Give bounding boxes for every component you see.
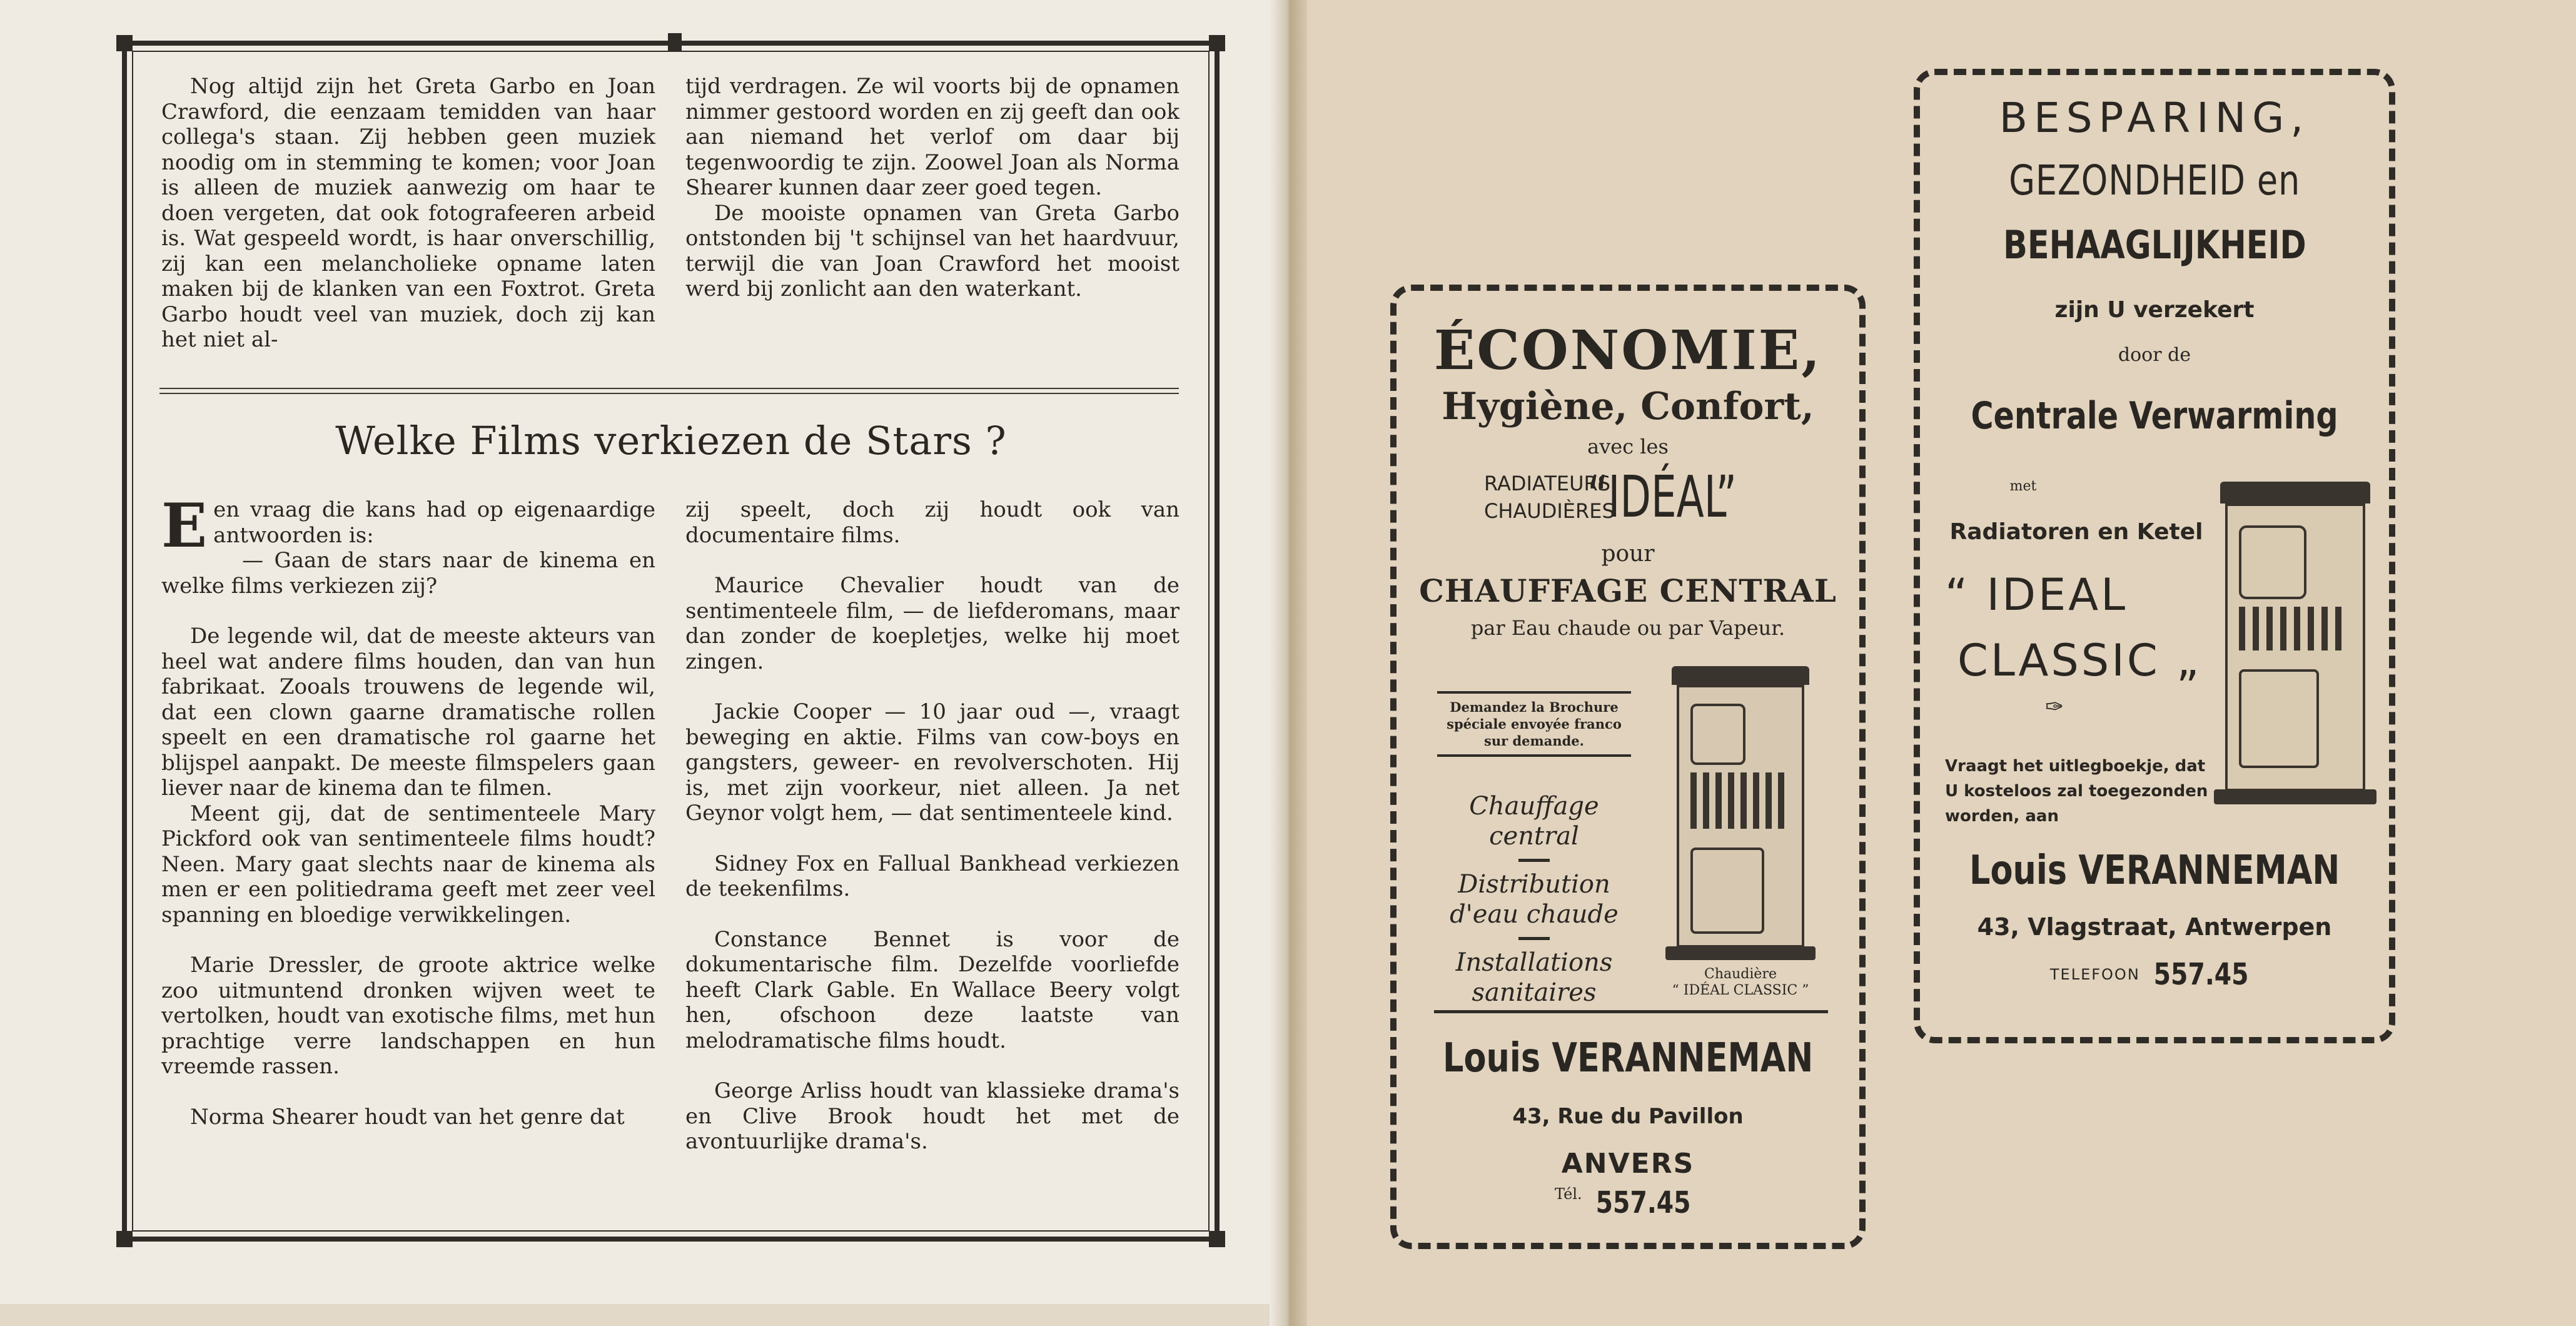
article-bottom-right-column xyxy=(685,497,1179,1155)
service-text: Centrale Verwarming xyxy=(1971,394,2338,438)
paragraph: zij speelt, doch zij houdt ook van documentaire films. xyxy=(685,497,1179,548)
illustration-caption xyxy=(1659,966,1822,999)
ad-phone xyxy=(1920,957,2389,992)
headline-text: GEZONDHEID en xyxy=(2009,156,2300,205)
ad-text: avec les xyxy=(1587,435,1669,458)
ad-text: door de xyxy=(2118,344,2191,366)
article-top-left-column xyxy=(161,74,655,353)
ad-text: Vraagt het uitlegboekje, dat U kosteloos zal toegezonden worden, aan xyxy=(1945,757,2208,826)
ad-address: 43, Vlagstraat, Antwerpen xyxy=(1977,913,2332,941)
ad-address: 43, Rue du Pavillon xyxy=(1512,1104,1744,1129)
ad-headline xyxy=(1920,156,2389,205)
paragraph-text: en vraag die kans had op eigenaardige antwoorden is: xyxy=(213,497,655,548)
paragraph: De legende wil, dat de meeste akteurs van heel wat andere films houden, dan van hun fabrikaat. Zooals trouwens de legende wil, dat een clown gaarne dramatische rollen speelt en een dramatische rol gaarne het blijspel aanpakt. De meeste filmspelers gaan liever naar de kinema dan te filmen. xyxy=(161,624,655,801)
divider xyxy=(1434,1010,1828,1013)
ad-subhead: Hygiène, Confort, xyxy=(1442,385,1814,428)
ad-company xyxy=(1397,1035,1859,1081)
flourish-icon: ✑ xyxy=(2045,694,2064,720)
paragraph xyxy=(161,490,655,561)
paragraph: George Arliss houdt van klassieke drama's en Clive Brook houdt het met de avontuurlijke drama's. xyxy=(685,1078,1179,1154)
phone-number: 557.45 xyxy=(1595,1185,1691,1220)
ad-product-block xyxy=(1397,463,1859,535)
paragraph: Jackie Cooper — 10 jaar oud —, vraagt beweging en aktie. Films van cow-boys en gangsters, geweer- en revolverschoten. Hij is, met zijn voorkeur, niet alleen. Ja net Geynor volgt hem, — dat sentimenteele kind. xyxy=(685,699,1179,826)
caption-line: “ IDÉAL CLASSIC ” xyxy=(1672,983,1809,998)
paragraph: Constance Bennet is voor de dokumentarische film. Dezelfde voorliefde heeft Clark Gable. En Wallace Beery volgt hen, ofschoon deze laatste van melodramatische films houdt. xyxy=(685,926,1179,1053)
service-item: Chauffage central xyxy=(1469,792,1599,851)
ad-company xyxy=(1920,848,2389,894)
ad-text: met xyxy=(2009,478,2037,494)
paragraph: Nog altijd zijn het Greta Garbo en Joan Crawford, die eenzaam temidden van haar collega's staan. Zij hebben geen muziek noodig om in stemming te komen; voor Joan is alleen de muziek aanwezig om haar te doen vergeten, dat ook fotografeeren arbeid is. Wat gespeeld wordt, is haar onverschillig, zij kan een melancholieke opname laten maken bij de klanken van een Foxtrot. Greta Garbo houdt veel van muziek, doch zij kan het niet al- xyxy=(161,74,655,352)
ad-brand: CLASSIC „ xyxy=(1957,635,2202,686)
ad-service: CHAUFFAGE CENTRAL xyxy=(1419,572,1837,609)
paragraph: Marie Dressler, de groote aktrice welke zoo uitmuntend dronken wijven weet te vertolken, houdt van exotische films, met hun prachtige verre landschappen en hun vreemde rassen. xyxy=(161,953,655,1079)
chaudieres-label: CHAUDIÈRES xyxy=(1484,499,1615,523)
paragraph: tijd verdragen. Ze wil voorts bij de opnamen nimmer gestoord worden en zij geeft dan ook aan niemand het verlof om daar bij tegenwoordig te zijn. Zoowel Joan als Norma Shearer kunnen daar zeer goed tegen. xyxy=(685,74,1179,200)
ad-text: zijn U verzekert xyxy=(2054,297,2255,323)
ad-service-list xyxy=(1422,791,1647,1008)
paragraph: De mooiste opnamen van Greta Garbo ontstonden bij 't schijnsel van het haardvuur, terwijl die van Joan Crawford het mooist werd bij zonlicht aan den waterkant. xyxy=(685,200,1179,301)
paragraph: — Gaan de stars naar de kinema en welke films verkiezen zij? xyxy=(161,548,655,599)
advertisement-french xyxy=(1390,285,1866,1249)
article-bottom-left-column xyxy=(161,490,655,1130)
ad-brand: “IDÉAL” xyxy=(1587,463,1737,530)
headline-text: BEHAAGLIJKHEID xyxy=(2003,222,2306,268)
advertisement-dutch xyxy=(1914,69,2395,1043)
boiler-illustration xyxy=(2214,482,2376,813)
ad-text: Radiatoren en Ketel xyxy=(1949,519,2203,545)
ad-brochure-note: Demandez la Brochure spéciale envoyée franco sur demande. xyxy=(1437,691,1631,757)
frame-corner xyxy=(1209,1231,1225,1247)
divider xyxy=(159,393,1179,394)
divider xyxy=(159,388,1179,389)
phone-label: Tél. xyxy=(1555,1185,1582,1203)
caption-line: Chaudière xyxy=(1704,966,1777,982)
frame-ornament xyxy=(668,33,682,52)
divider xyxy=(1518,859,1550,862)
radiateurs-label: RADIATEURS xyxy=(1484,472,1611,495)
ad-text: pour xyxy=(1601,541,1655,567)
phone-number: 557.45 xyxy=(2153,957,2249,992)
divider xyxy=(1518,937,1550,940)
ad-product-types xyxy=(1484,470,1615,525)
ad-headline: ÉCONOMIE, xyxy=(1433,319,1822,382)
book-spine xyxy=(1270,0,1307,1326)
service-item: Distribution d'eau chaude xyxy=(1450,870,1619,929)
drop-cap: E xyxy=(161,490,208,561)
ad-headline: BESPARING, xyxy=(1999,94,2310,142)
ad-service xyxy=(1920,394,2389,438)
ad-city: ANVERS xyxy=(1561,1148,1695,1180)
page-bottom-edge xyxy=(0,1304,1276,1326)
article-title: Welke Films verkiezen de Stars ? xyxy=(335,418,1007,463)
paragraph: Norma Shearer houdt van het genre dat xyxy=(190,1104,625,1130)
service-item: Installations sanitaires xyxy=(1455,948,1613,1007)
phone-label: TELEFOON xyxy=(2049,966,2140,983)
paragraph: Sidney Fox en Fallual Bankhead verkiezen de teekenfilms. xyxy=(685,851,1179,901)
ad-brand: “ IDEAL xyxy=(1945,569,2128,620)
company-name: Louis VERANNEMAN xyxy=(1442,1035,1814,1081)
ad-phone xyxy=(1397,1185,1859,1220)
frame-corner xyxy=(116,1231,133,1247)
frame-corner xyxy=(116,35,133,51)
article-top-right-column xyxy=(685,74,1179,302)
paragraph: Maurice Chevalier houdt van de sentimenteele film, — de liefderomans, maar dan zonder de koepletjes, welke hij moet zingen. xyxy=(685,573,1179,674)
paragraph: Meent gij, dat de sentimenteele Mary Pickford ook van sentimenteele films houdt? Neen. Mary gaat slechts naar de kinema als men er een politiedrama geeft met zeer veel spanning en bloedige verwikkelingen. xyxy=(161,801,655,928)
boiler-illustration xyxy=(1665,666,1816,960)
company-name: Louis VERANNEMAN xyxy=(1969,848,2340,894)
ad-text: par Eau chaude ou par Vapeur. xyxy=(1470,616,1786,640)
frame-corner xyxy=(1209,35,1225,51)
ad-headline xyxy=(1920,222,2389,268)
